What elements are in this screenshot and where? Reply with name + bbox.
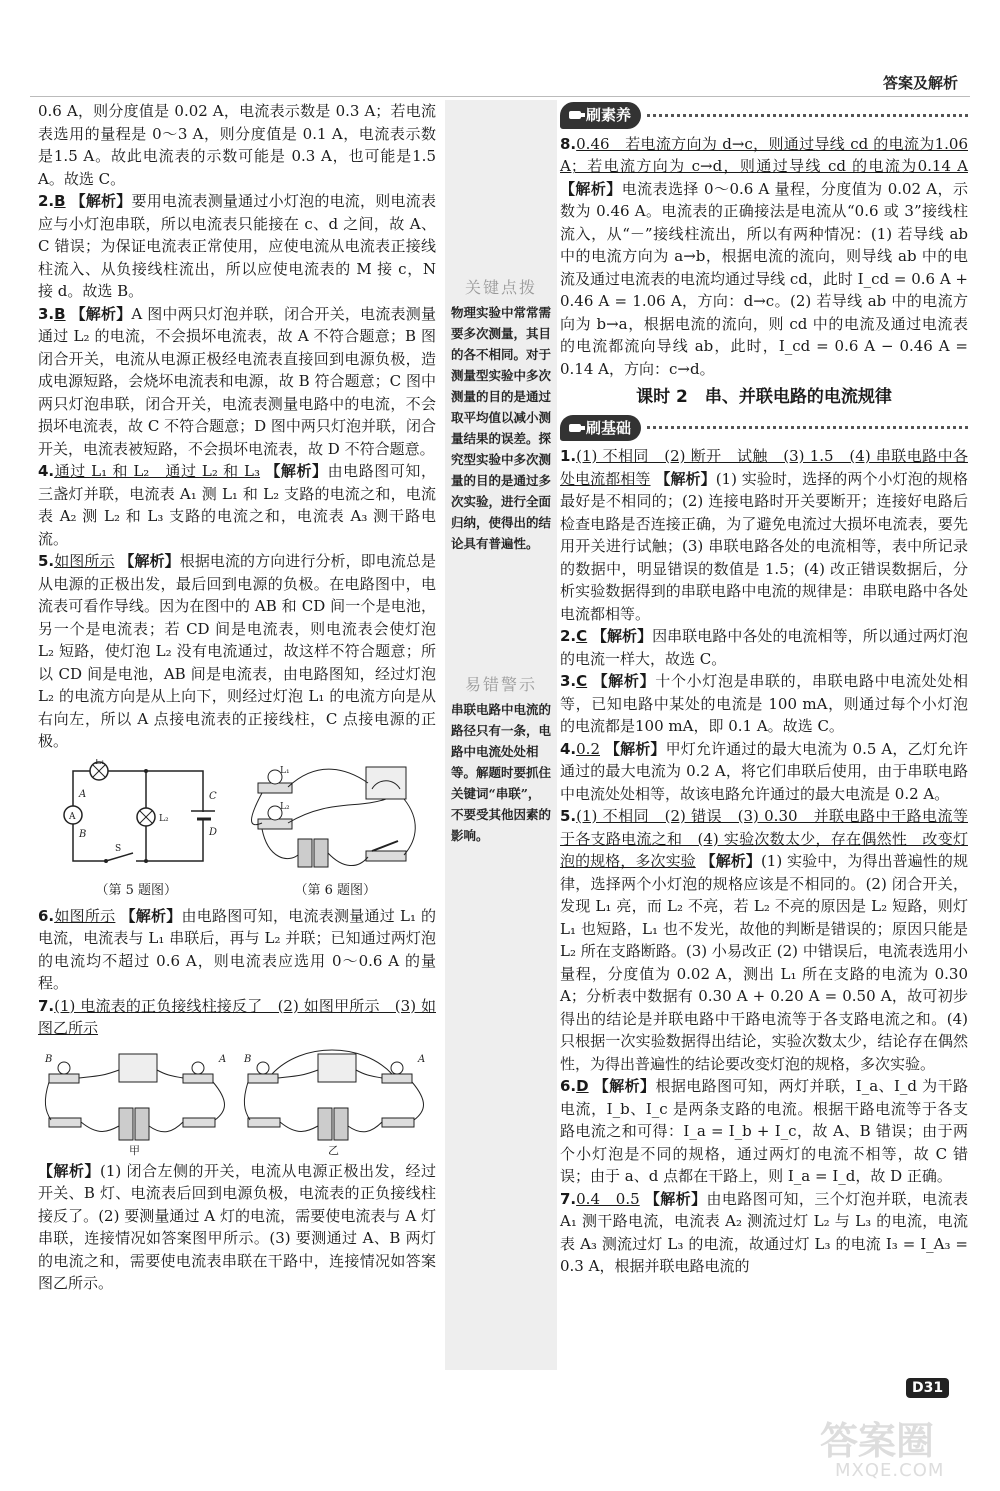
label-b: B: [44, 1053, 52, 1065]
battery-icon: [314, 839, 328, 867]
figures-5-6: [38, 759, 436, 903]
analysis-tag: 【解析】: [604, 739, 666, 758]
analysis-text: A 图中两只灯泡并联，闭合开关，电流表测量通过 L₂ 的电流，不会损坏电流表，故 A 不符合题意；B 图闭合开关，电流从电源正极经电流表直接回到电源负极，造成电源短路，会烧坏电流表和电源，故 B 符合题意；C 图中两只灯泡串联，闭合开关，电流表测量电路中的电流，不会损坏电流表，故 C 不符合题意；D 图中两只灯泡并联，闭合开关，电流表被短路，不会损坏电流表，故 D 不符合题意。: [38, 304, 436, 458]
tip-text: 物理实验中常常需要多次测量，其目的各不相同。对于测量型实验中多次测量的目的是通过取平均值以减小测量结果的误差。探究型实验中多次测量的目的是通过多次实验，进行全面归纳，使得出的结论具有普遍性。: [451, 305, 552, 551]
section-label: 刷基础: [586, 418, 632, 437]
tip-title: 关键点拨: [464, 278, 537, 297]
question-4: [38, 460, 436, 550]
watermark-logo: 答案圈: [820, 1419, 935, 1463]
label-a: A: [218, 1053, 226, 1065]
circuit-photo-7-jia: [43, 1046, 233, 1158]
battery-icon: [298, 839, 312, 867]
question-6: [38, 905, 436, 995]
question-number: 3.: [38, 304, 55, 323]
label-jia: 甲: [128, 1143, 140, 1157]
header-title: 答案及解析: [882, 74, 958, 92]
banner-dots: [647, 114, 968, 117]
basic-question-4: [560, 738, 968, 806]
answer: C: [576, 672, 588, 690]
figure-6-caption: （第 6 题图）: [294, 883, 377, 898]
analysis-tag: 【解析】: [644, 1189, 707, 1208]
analysis-text: 甲灯允许通过的最大电流为 0.5 A，乙灯允许通过的最大电流为 0.2 A，将它们串联后使用，由于串联电路中电流处处相等，故该电路允许通过的最大电流是 0.2 A。: [560, 739, 968, 803]
question-number: 3.: [560, 672, 577, 690]
basic-question-2: [560, 625, 968, 670]
label-yi: 乙: [327, 1143, 339, 1157]
question-number: 5.: [38, 552, 55, 570]
figure-5-caption: （第 5 题图）: [95, 883, 178, 898]
question-number: 5.: [560, 807, 577, 825]
label-c: C: [209, 790, 217, 802]
answer: (1) 不相同 (2) 断开 试触 (3) 1.5 (4) 串联电路中各处电流都相等: [560, 447, 968, 488]
answer: C: [576, 627, 588, 645]
analysis-text: (1) 实验时，选择的两个小灯泡的规格最好是不相同的；(2) 连接电路时开关要断开；连接好电路后检查电路是否连接正确，为了避免电流过大损坏电流表，要先用开关进行试触；(3) 串联电路各处的电流相等，表中所记录的数据中，明显错误的数值是 1.5；(4) 改正错误数据后，分析实验数据得到的串联电路中电流的规律是：串联电路中各处电流都相等。: [560, 469, 968, 623]
battery-icon: [135, 1108, 149, 1140]
analysis-text: 由电路图可知，三个灯泡并联，电流表 A₁ 测干路电流，电流表 A₂ 测流过灯 L₂ 与 L₃ 的电流，电流表 A₃ 测流过灯 L₃ 的电流，故通过灯 L₃ 的电流 I₃ = I_A₃ = 0.3 A，根据并联电路电流的: [560, 1189, 968, 1275]
question-number: 1.: [560, 447, 577, 465]
analysis-tag: 【解析】: [265, 462, 328, 480]
side-notes: [445, 100, 557, 1370]
analysis-tag: 【解析】: [700, 852, 761, 870]
answer: B: [54, 304, 66, 323]
label-s: S: [115, 843, 122, 854]
question-number: 7.: [560, 1189, 577, 1208]
switch-icon: [248, 1118, 280, 1127]
analysis-text: 根据电路图可知，两灯并联，I_a、I_d 为干路电流，I_b、I_c 是两条支路的电流。根据干路电流等于各支路电流之和可得：I_a = I_b + I_c，故 A、B 错误；由于两个小灯泡是不同的规格，通过两灯的电流不相等，故 C 错误；由于 a、d 点都在干路上，则 I_a = I_d，故 D 正确。: [560, 1077, 968, 1185]
tip-text: 串联电路中电流的路径只有一条，电路中电流处处相等。解题时要抓住关键词“串联”，不要受其他因素的影响。: [451, 702, 552, 843]
switch-icon: [382, 1118, 414, 1127]
question-7-analysis: [38, 1160, 436, 1295]
circuit-photo-7-yi: [242, 1046, 432, 1158]
analysis-text: 电流表选择 0～0.6 A 量程，分度值为 0.02 A，示数为 0.46 A。电流表的正确接法是电流从“0.6 或 3”接线柱流入，从“－”接线柱流出，所以有两种情况：(1) 若导线 ab 中的电流方向为 a→b，根据电流的流向，则导线 ab 中的电流及通过电流表的电流均通过导线 cd，此时 I_cd = 0.6 A + 0.46 A = 1.06 A，方向：d→c。(2) 若导线 ab 中的电流方向为 b→a，根据电流的流向，则 cd 中的电流及通过电流表的电流都流向导线 ab，此时，I_cd = 0.6 A − 0.46 A = 0.14 A，方向：c→d。: [560, 179, 968, 378]
battery-icon: [318, 1108, 332, 1140]
answer: 0.4 0.5: [576, 1189, 640, 1208]
intro-paragraph: 0.6 A，则分度值是 0.02 A，电流表示数是 0.3 A；若电流表选用的量程是 0～3 A，则分度值是 0.1 A，电流表示数是1.5 A。故此电流表的示数可能是 0.3 A，也可能是1.5 A。故选 C。: [38, 102, 436, 188]
label-b: B: [243, 1053, 251, 1065]
right-column: [560, 100, 968, 1278]
bulb-b-icon: [58, 1062, 70, 1074]
analysis-text: 由电路图可知，三盏灯并联，电流表 A₁ 测 L₁ 和 L₂ 支路的电流之和，电流表 A₂ 测 L₂ 和 L₃ 支路的电流之和，电流表 A₃ 测干路电流。: [38, 462, 436, 548]
basic-question-3: [560, 670, 968, 738]
analysis-text: (1) 实验中，为得出普遍性的规律，选择两个小灯泡的规格应该是不相同的。(2) 闭合开关，发现 L₁ 亮，而 L₂ 不亮，若 L₂ 不亮的原因是 L₂ 短路，则灯 L₁ 也短路，L₁ 也不发光，故他的判断是错误的；原因只能是 L₂ 所在支路断路。(3) 小易改正 (2) 中错误后，电流表选用小量程，分度值为 0.02 A，测出 L₁ 所在支路的电流为 0.30 A；分析表中数据有 0.30 A + 0.20 A = 0.50 A，故可初步得出的结论是并联电路中干路电流等于各支路电流之和。(4) 只根据一次实验数据得出结论，实验次数太少，结论存在偶然性，为得出普遍性的结论要改变灯泡的规格，多次实验。: [560, 852, 968, 1073]
answer: (1) 不相同 (2) 错误 (3) 0.30 并联电路中干路电流等于各支路电流之和 (4) 实验次数太少，存在偶然性 改变灯泡的规格，多次实验: [560, 807, 968, 870]
answer: 0.46 若电流方向为 d→c，则通过导线 cd 的电流为1.06 A；若电流方向为 c→d，则通过导线 cd 的电流为0.14 A: [560, 134, 968, 175]
answer: 如图所示: [54, 552, 115, 570]
label-l2: L₂: [279, 801, 290, 812]
analysis-text: 十个小灯泡是串联的，串联电路中电流处处相等，已知电路中某处的电流是 100 mA，则通过每个小灯泡的电流都是100 mA，即 0.1 A。故选 C。: [560, 672, 968, 735]
question-5: [38, 550, 436, 753]
ammeter-icon: [119, 1054, 157, 1082]
figure-6: [248, 759, 423, 903]
answer: B: [54, 192, 66, 210]
question-number: 6.: [560, 1077, 577, 1095]
analysis-text: 要用电流表测量通过小灯泡的电流，则电流表应与小灯泡串联，所以电流表只能接在 c、d 之间，故 A、C 错误；为保证电流表正常使用，应使电流从电流表正接线柱流入、从负接线柱流出，所以应使电流表的 M 接 c，N 接 d。故选 B。: [38, 192, 436, 300]
lesson-title: 课时 2 串、并联电路的电流规律: [636, 387, 892, 407]
answer: 0.2: [576, 739, 600, 758]
question-2: [38, 190, 436, 303]
tip-key-points: [445, 275, 557, 554]
switch-icon: [183, 1118, 215, 1127]
question-number: 2.: [560, 627, 577, 645]
analysis-text: (1) 闭合左侧的开关，电流从电源正极出发，经过开关、B 灯、电流表后回到电源负极，电流表的正负接线柱接反了。(2) 要测量通过 A 灯的电流，需要使电流表与 A 灯串联，连接情况如答案图甲所示。(3) 要测通过 A、B 两灯的电流之和，需要使电流表串联在干路中，连接情况如答案图乙所示。: [38, 1161, 436, 1292]
tip-title: 易错警示: [464, 675, 537, 694]
section-label: 刷素养: [586, 106, 632, 124]
analysis-tag: 【解析】: [593, 1077, 656, 1095]
question-number: 6.: [38, 906, 55, 925]
battery-icon: [334, 1108, 348, 1140]
section-banner-basics: [560, 415, 968, 442]
analysis-tag: 【解析】: [38, 1161, 100, 1180]
banner-dots: [647, 426, 968, 429]
answer: 如图所示: [54, 906, 116, 925]
basic-question-6: [560, 1075, 968, 1188]
question-3: [38, 303, 436, 461]
question-number: 4.: [560, 739, 577, 758]
analysis-tag: 【解析】: [70, 192, 132, 210]
answer: (1) 电流表的正负接线柱接反了 (2) 如图甲所示 (3) 如图乙所示: [38, 996, 436, 1037]
label-d: D: [209, 826, 218, 838]
brush-icon: [568, 421, 586, 435]
label-b: B: [79, 828, 87, 840]
basic-question-1: [560, 445, 968, 625]
battery-icon: [119, 1108, 133, 1140]
brush-icon: [568, 108, 586, 122]
switch-icon: [366, 851, 406, 861]
page-number: D31: [906, 1378, 949, 1398]
label-a: A: [79, 788, 87, 800]
analysis-tag: 【解析】: [560, 179, 622, 198]
question-7: [38, 995, 436, 1040]
tip-common-errors: [445, 672, 557, 846]
analysis-text: 根据电流的方向进行分析，即电流总是从电源的正极出发，最后回到电源的负极。在电路图中，电流表可看作导线。因为在图中的 AB 和 CD 间一个是电池，另一个是电流表；若 CD 间是电流表，则电流表会使灯泡 L₂ 短路，使灯泡 L₂ 没有电流通过，故这样不符合题意；所以 CD 间是电池，AB 间是电流表，由电路图知，经过灯泡 L₂ 的电流方向是从上向下，则经过灯泡 L₁ 的电流方向是从右向左，所以 A 点接电流表的正接线柱，C 点接电源的正极。: [38, 552, 436, 750]
label-l1: L₁: [279, 765, 290, 776]
analysis-text: 因串联电路中各处的电流相等，所以通过两灯泡的电流一样大，故选 C。: [560, 627, 968, 668]
figure-7: [38, 1046, 436, 1158]
label-l1: L₁: [95, 758, 105, 767]
analysis-tag: 【解析】: [119, 552, 180, 570]
bulb-a-icon: [192, 1062, 204, 1074]
bulb-b-icon: [257, 1062, 269, 1074]
circuit-photo-6: [248, 759, 423, 874]
figure-5: [51, 759, 221, 903]
analysis-tag: 【解析】: [591, 627, 653, 645]
basic-question-7: [560, 1188, 968, 1278]
ammeter-icon: [366, 767, 406, 799]
section-badge: [560, 415, 641, 442]
analysis-tag: 【解析】: [70, 304, 132, 323]
question-number: 4.: [38, 462, 55, 480]
question-number: 2.: [38, 192, 55, 210]
basic-question-5: [560, 805, 968, 1075]
circuit-diagram-5: [51, 759, 221, 874]
section-banner-literacy: [560, 102, 968, 129]
answer: D: [576, 1077, 589, 1095]
switch-icon: [49, 1118, 81, 1127]
ammeter-icon: [318, 1054, 356, 1082]
label-a: A: [417, 1053, 425, 1065]
header-divider: [30, 96, 970, 97]
section-badge: [560, 102, 641, 129]
analysis-tag: 【解析】: [655, 469, 716, 488]
answer: 通过 L₁ 和 L₂ 通过 L₂ 和 L₃: [54, 462, 261, 480]
label-l2: L₂: [159, 813, 169, 824]
analysis-tag: 【解析】: [592, 672, 656, 690]
bulb-a-icon: [391, 1062, 403, 1074]
left-column: [38, 100, 436, 1295]
label-meter: A: [69, 811, 76, 822]
question-number: 7.: [38, 996, 55, 1015]
analysis-text: 由电路图可知，电流表测量通过 L₁ 的电流，电流表与 L₁ 串联后，再与 L₂ 并联；已知通过两灯泡的电流均不超过 0.6 A，则电流表应选用 0～0.6 A 的量程。: [38, 906, 436, 992]
question-number: 8.: [560, 134, 577, 153]
analysis-tag: 【解析】: [120, 906, 182, 925]
question-8: [560, 133, 968, 381]
watermark-url: MXQE.COM: [835, 1460, 945, 1481]
